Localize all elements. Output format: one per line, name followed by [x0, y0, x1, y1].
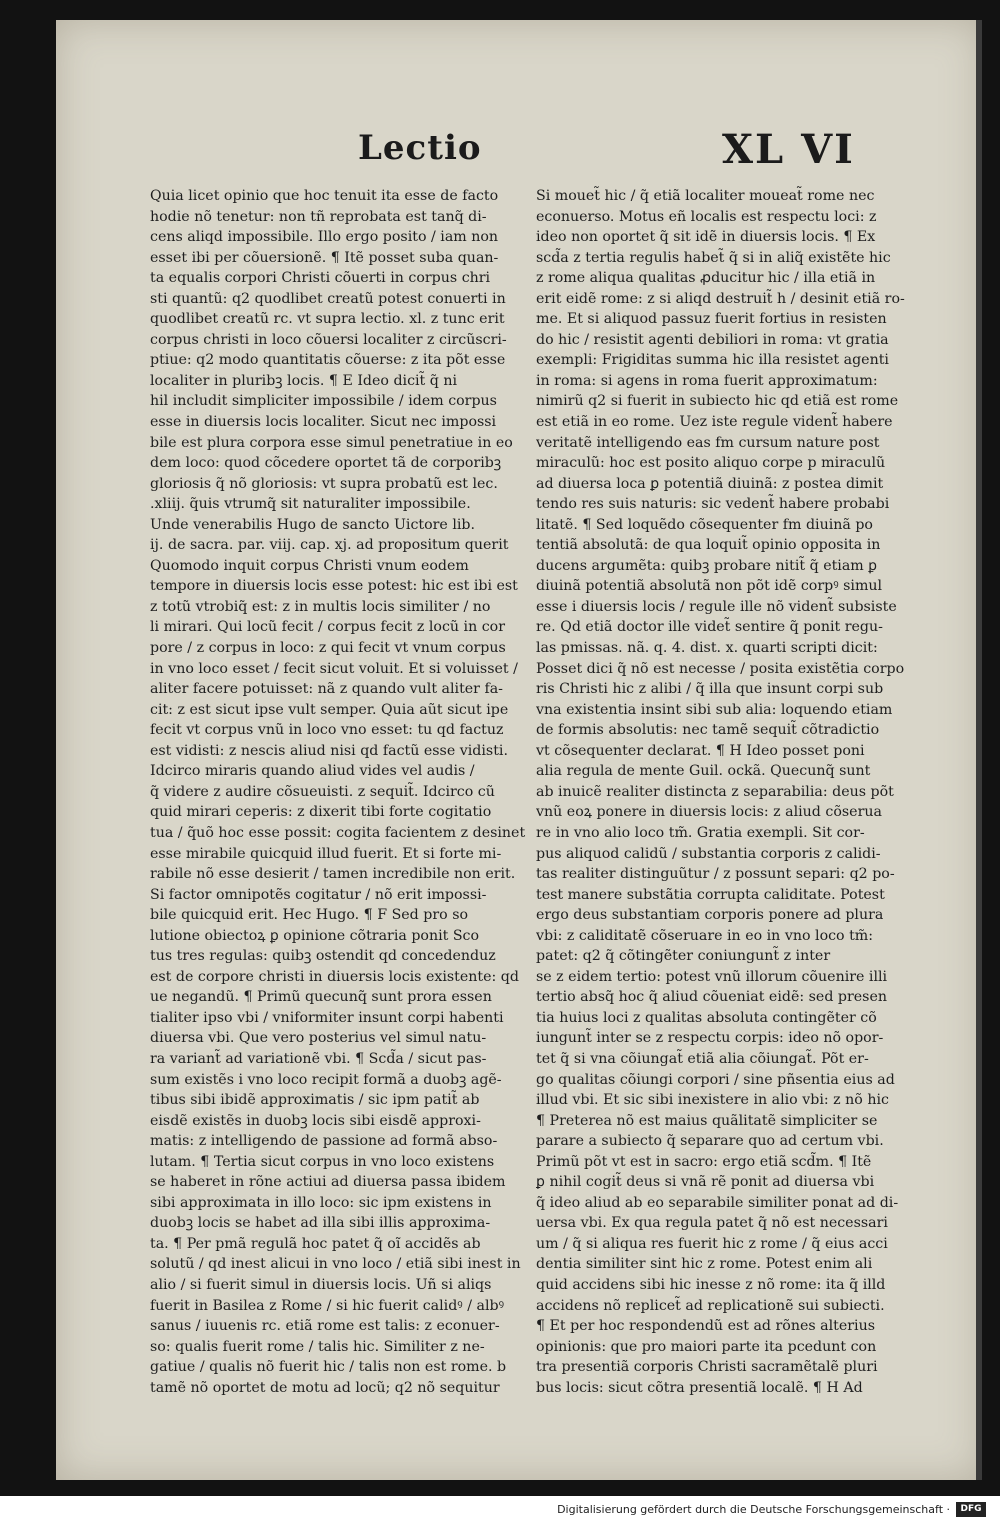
- text-line: econuerso. Motus eñ localis est respectu loci: z: [536, 208, 877, 225]
- text-line: ab inuicẽ realiter distincta z separabilia: deus põt: [536, 783, 894, 800]
- text-line: litatẽ. ¶ Sed loquẽdo cõsequenter fm diuinã po: [536, 516, 873, 533]
- text-line: nimirũ q2 si fuerit in subiecto hic qd etiã est rome: [536, 393, 899, 410]
- text-line: vna existentia insint sibi sub alia: loquendo etiam: [536, 701, 893, 718]
- text-line: lutione obiectoꝝ ꝑ opinione cõtraria ponit Sco: [150, 927, 480, 944]
- text-line: ¶ Preterea nõ est maius quãlitatẽ simpliciter se: [536, 1112, 878, 1129]
- text-line: gatiue / qualis nõ fuerit hic / talis non est rome. b: [150, 1359, 507, 1376]
- text-line: pore / z corpus in loco: z qui fecit vt vnum corpus: [150, 640, 506, 657]
- text-line: re. Qd etiã doctor ille videt̃ sentire q̃ ponit regu-: [536, 619, 883, 636]
- folio-number: XL VI: [722, 126, 855, 173]
- text-line: tra presentiã corporis Christi sacramẽtalẽ pluri: [536, 1359, 878, 1376]
- text-line: esse mirabile quicquid illud fuerit. Et si forte mi-: [150, 845, 502, 862]
- text-line: erit eidẽ rome: z si aliqd destruit̃ h / desinit etiã ro-: [536, 290, 905, 307]
- text-line: bile est plura corpora esse simul penetratiue in eo: [150, 434, 513, 451]
- text-line: ta. ¶ Per pmã regulã hoc patet q̃ oĩ accidẽs ab: [150, 1235, 481, 1252]
- text-line: hodie nõ tenetur: non tñ reprobata est tanq̃ di-: [150, 208, 487, 225]
- text-line: illud vbi. Et sic sibi inexistere in alio vbi: z nõ hic: [536, 1092, 889, 1109]
- text-line: Si factor omnipotẽs cogitatur / nõ erit impossi-: [150, 886, 487, 903]
- text-line: tet q̃ si vna cõiungat̃ etiã alia cõiungat̃. Põt er-: [536, 1050, 869, 1067]
- text-line: Si mouet̃ hic / q̃ etiã localiter moueat̃ rome nec: [536, 188, 875, 204]
- text-line: sum existẽs i vno loco recipit formã a duobꝫ agẽ-: [150, 1071, 502, 1088]
- text-line: tus tres regulas: quibꝫ ostendit qd concedenduz: [150, 948, 496, 965]
- text-line: tua / q̃uõ hoc esse possit: cogita facientem z desinet: [150, 824, 526, 841]
- text-line: hil includit simpliciter impossibile / idem corpus: [150, 393, 497, 410]
- text-line: do hic / resistit agenti debiliori in roma: vt gratia: [536, 331, 889, 348]
- text-line: exempli: Frigiditas summa hic illa resistet agenti: [536, 352, 889, 369]
- text-line: de formis absolutis: nec tamẽ sequit̃ cõtradictio: [536, 722, 880, 739]
- text-line: est vidisti: z nescis aliud nisi qd factũ esse vidisti.: [150, 742, 508, 759]
- text-line: ducens argumẽta: quibꝫ probare nitit̃ q̃ etiam ꝑ: [536, 557, 877, 574]
- text-line: Quomodo inquit corpus Christi vnum eodem: [150, 557, 469, 574]
- text-line: diuinã potentiã absolutã non põt idẽ corpꝰ simul: [536, 578, 883, 595]
- text-line: cit: z est sicut ipse vult semper. Quia aũt sicut ipe: [150, 701, 509, 718]
- text-column-right: [536, 186, 936, 1398]
- text-line: veritatẽ intelligendo eas fm cursum nature post: [536, 434, 880, 451]
- text-line: dem loco: quod cõcedere oportet tã de corporibꝫ: [150, 455, 502, 472]
- text-line: q̃ ideo aliud ab eo separabile similiter ponat ad di-: [536, 1194, 899, 1211]
- text-line: bus locis: sicut cõtra presentiã localẽ. ¶ H Ad: [536, 1379, 863, 1396]
- running-head-lectio: Lectio: [358, 128, 482, 168]
- text-line: opinionis: que pro maiori parte ita pcedunt con: [536, 1338, 877, 1355]
- text-line: Idcirco miraris quando aliud vides vel audis /: [150, 763, 475, 780]
- text-line: tibus sibi ibidẽ approximatis / sic ipm patit̃ ab: [150, 1092, 480, 1109]
- text-line: duobꝫ locis se habet ad illa sibi illis approxima-: [150, 1215, 491, 1232]
- text-line: z rome aliqua qualitas ꝓducitur hic / illa etiã in: [536, 270, 876, 287]
- text-line: cens aliqd impossibile. Illo ergo posito / iam non: [150, 229, 499, 246]
- text-line: parare a subiecto q̃ separare quo ad certum vbi.: [536, 1133, 884, 1150]
- text-line: quid accidens sibi hic inesse z nõ rome: ita q̃ illd: [536, 1276, 886, 1293]
- text-line: Unde venerabilis Hugo de sancto Uictore lib.: [150, 516, 475, 533]
- text-line: sanus / iuuenis rc. etiã rome est talis: z econuer-: [150, 1318, 500, 1335]
- text-line: ergo deus substantiam corporis ponere ad plura: [536, 907, 884, 924]
- text-line: ideo non oportet q̃ sit idẽ in diuersis locis. ¶ Ex: [536, 229, 876, 246]
- text-line: ra variant̃ ad variationẽ vbi. ¶ Scd̃a / sicut pas-: [150, 1050, 487, 1067]
- text-line: q̃ videre z audire cõsueuisti. z sequit̃. Idcirco cũ: [150, 783, 495, 800]
- text-line: localiter in pluribꝫ locis. ¶ E Ideo dicit̃ q̃ ni: [150, 372, 458, 389]
- text-line: aliter facere potuisset: nã z quando vult aliter fa-: [150, 681, 503, 698]
- text-line: alia regula de mente Guil. ockã. Quecunq̃ sunt: [536, 763, 871, 780]
- text-line: in roma: si agens in roma fuerit approximatum:: [536, 372, 878, 389]
- text-line: esset ibi per cõuersionẽ. ¶ Itẽ posset suba quan-: [150, 249, 499, 266]
- text-line: ptiue: q2 modo quantitatis cõuerse: z ita põt esse: [150, 352, 506, 369]
- text-line: test manere substãtia corrupta caliditate. Potest: [536, 886, 885, 903]
- footer-bar: [0, 1496, 1000, 1524]
- funding-note: Digitalisierung gefördert durch die Deutsche Forschungsgemeinschaft ·: [557, 1503, 950, 1516]
- text-line: esse i diuersis locis / regule ille nõ vident̃ subsiste: [536, 598, 897, 615]
- text-line: iungunt̃ inter se z respectu corpis: ideo nõ opor-: [536, 1030, 884, 1047]
- text-line: me. Et si aliquod passuz fuerit fortius in resisten: [536, 311, 887, 328]
- text-line: miraculũ: hoc est posito aliquo corpe p miraculũ: [536, 455, 886, 472]
- text-line: li mirari. Qui locũ fecit / corpus fecit z locũ in cor: [150, 619, 506, 636]
- dfg-logo: DFG: [956, 1502, 986, 1517]
- text-line: uersa vbi. Ex qua regula patet q̃ nõ est necessari: [536, 1215, 888, 1232]
- text-line: tas realiter distinguũtur / z possunt separi: q2 po-: [536, 866, 895, 883]
- text-line: ij. de sacra. par. viij. cap. xj. ad propositum querit: [150, 537, 509, 554]
- text-column-left: [150, 186, 570, 1398]
- text-line: Primũ põt vt est in sacro: ergo etiã scd̃m. ¶ Itẽ: [536, 1153, 872, 1170]
- text-line: bile quicquid erit. Hec Hugo. ¶ F Sed pro so: [150, 907, 469, 924]
- text-line: go qualitas cõiungi corpori / sine pñsentia eius ad: [536, 1071, 895, 1088]
- text-line: .xliij. q̃uis vtrumq̃ sit naturaliter impossibile.: [150, 496, 471, 513]
- page-edge: [976, 20, 982, 1480]
- text-line: tentiã absolutã: de qua loquit̃ opinio opposita in: [536, 537, 881, 554]
- text-line: pus aliquod calidũ / substantia corporis z calidi-: [536, 845, 881, 862]
- text-line: sti quantũ: q2 quodlibet creatũ potest conuerti in: [150, 290, 506, 307]
- text-line: z totũ vtrobiq̃ est: z in multis locis similiter / no: [150, 598, 491, 615]
- text-line: se z eidem tertio: potest vnũ illorum cõuenire illi: [536, 968, 888, 985]
- text-line: vt cõsequenter declarat. ¶ H Ideo posset poni: [536, 742, 865, 759]
- text-line: esse in diuersis locis localiter. Sicut nec impossi: [150, 414, 497, 431]
- text-line: gloriosis q̃ nõ gloriosis: vt supra probatũ est lec.: [150, 475, 498, 492]
- text-line: tendo res suis naturis: sic vedent̃ habere probabi: [536, 496, 890, 513]
- text-line: scd̃a z tertia regulis habet̃ q̃ si in aliq̃ existẽte hic: [536, 249, 891, 266]
- text-line: accidens nõ replicet̃ ad replicationẽ sui subiecti.: [536, 1297, 885, 1314]
- text-line: Posset dici q̃ nõ est necesse / posita existẽtia corpo: [536, 660, 905, 677]
- text-line: fuerit in Basilea z Rome / si hic fuerit calidꝰ / albꝰ: [150, 1297, 505, 1314]
- text-line: sibi approximata in illo loco: sic ipm existens in: [150, 1194, 492, 1211]
- text-line: so: qualis fuerit rome / talis hic. Similiter z ne-: [150, 1338, 485, 1355]
- text-line: ris Christi hic z alibi / q̃ illa que insunt corpi sub: [536, 681, 884, 698]
- text-line: fecit vt corpus vnũ in loco vno esset: tu qd factuz: [150, 722, 504, 739]
- text-line: tempore in diuersis locis esse potest: hic est ibi est: [150, 578, 518, 595]
- text-line: ue negandũ. ¶ Primũ quecunq̃ sunt prora essen: [150, 989, 492, 1006]
- text-line: eisdẽ existẽs in duobꝫ locis sibi eisdẽ approxi-: [150, 1112, 481, 1129]
- text-line: corpus christi in loco cõuersi localiter z circũscri-: [150, 331, 507, 348]
- text-line: tia huius loci z qualitas absoluta contingẽter cõ: [536, 1009, 877, 1026]
- text-line: ta equalis corpori Christi cõuerti in corpus chri: [150, 270, 491, 287]
- text-line: re in vno alio loco tm̃. Gratia exempli. Sit cor-: [536, 824, 865, 841]
- text-line: quid mirari ceperis: z dixerit tibi forte cogitatio: [150, 804, 492, 821]
- text-line: matis: z intelligendo de passione ad formã abso-: [150, 1133, 498, 1150]
- text-line: vnũ eoꝝ ponere in diuersis locis: z aliud cõserua: [536, 804, 882, 821]
- text-line: tertio absq̃ hoc q̃ aliud cõueniat eidẽ: sed presen: [536, 989, 887, 1006]
- text-line: las pmissas. nã. q. 4. dist. x. quarti scripti dicit:: [536, 640, 878, 657]
- text-line: dentia similiter sint hic z rome. Potest enim ali: [536, 1256, 873, 1273]
- text-line: patet: q2 q̃ cõtingẽter coniungunt̃ z inter: [536, 948, 831, 965]
- text-line: quodlibet creatũ rc. vt supra lectio. xl. z tunc erit: [150, 311, 505, 328]
- text-line: lutam. ¶ Tertia sicut corpus in vno loco existens: [150, 1153, 495, 1170]
- text-line: in vno loco esset / fecit sicut voluit. Et si voluisset /: [150, 660, 518, 677]
- text-line: um / q̃ si aliqua res fuerit hic z rome / q̃ eius acci: [536, 1235, 888, 1252]
- text-line: tamẽ nõ oportet de motu ad locũ; q2 nõ sequitur: [150, 1379, 500, 1396]
- text-line: ¶ Et per hoc respondendũ est ad rõnes alterius: [536, 1318, 875, 1335]
- text-line: diuersa vbi. Que vero posterius vel simul natu-: [150, 1030, 487, 1047]
- text-line: tialiter ipso vbi / vniformiter insunt corpi habenti: [150, 1009, 504, 1026]
- text-line: Quia licet opinio que hoc tenuit ita esse de facto: [150, 188, 499, 204]
- text-line: rabile nõ esse desierit / tamen incredibile non erit.: [150, 866, 516, 883]
- text-line: est etiã in eo rome. Uez iste regule vident̃ habere: [536, 414, 893, 431]
- text-line: est de corpore christi in diuersis locis existente: qd: [150, 968, 519, 985]
- text-line: solutũ / qd inest alicui in vno loco / etiã sibi inest in: [150, 1256, 521, 1273]
- text-line: se haberet in rõne actiui ad diuersa passa ibidem: [150, 1174, 506, 1191]
- text-line: ad diuersa loca ꝑ potentiã diuinã: z postea dimit: [536, 475, 884, 492]
- text-line: alio / si fuerit simul in diuersis locis. Uñ si aliqs: [150, 1276, 492, 1293]
- text-line: ꝑ nihil cogit̃ deus si vnã rẽ ponit ad diuersa vbi: [536, 1174, 875, 1191]
- text-line: vbi: z caliditatẽ cõseruare in eo in vno loco tm̃:: [536, 927, 874, 944]
